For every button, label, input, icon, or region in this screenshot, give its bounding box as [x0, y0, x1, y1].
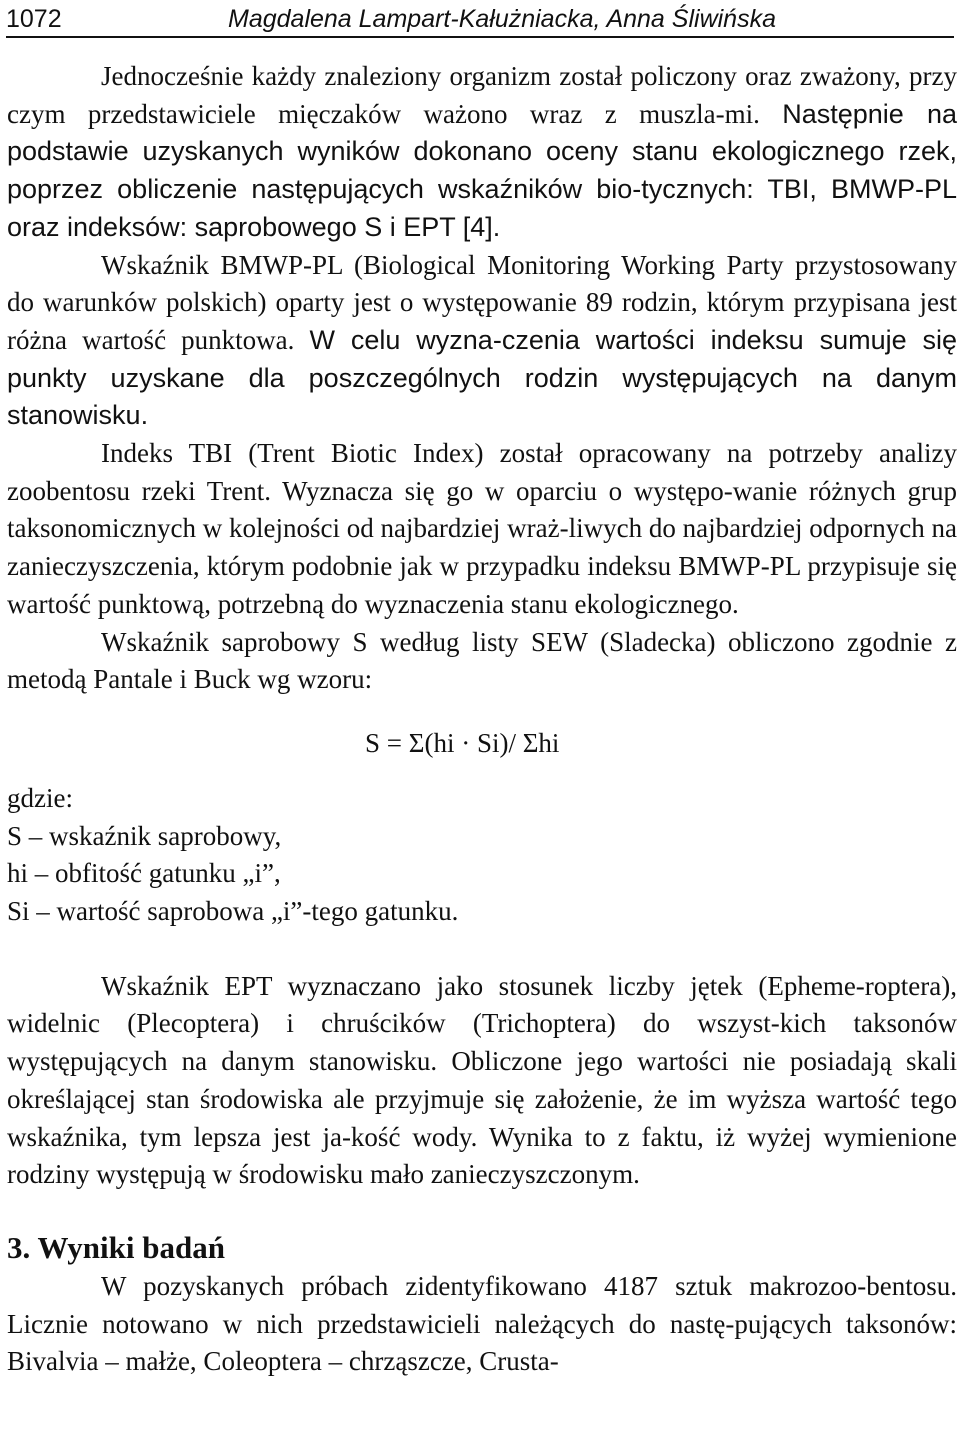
- section-heading: 3. Wyniki badań: [7, 1229, 225, 1265]
- paragraph-3: Indeks TBI (Trent Biotic Index) został opracowany na potrzeby analizy zoobentosu rzeki Trent. Wyznacza się go w oparciu o występo-wanie różnych grup taksonomicznych w kolejności od najbardziej wraż-liwych do najbardziej odpornych na zanieczyszczenia, którym podobnie jak w przypadku indeksu BMWP-PL przypisuje się wartość punktową, potrzebną do wyznaczenia stanu ekologicznego.: [7, 438, 957, 619]
- spacer: [7, 931, 957, 968]
- definition-item: Si – wartość saprobowa „i”-tego gatunku.: [7, 896, 459, 927]
- definitions-intro: gdzie:: [7, 782, 73, 813]
- paragraph-2-sans-part: W celu wyzna-czenia wartości indeksu sumuje się punkty uzyskane dla poszczególnych rodzin występujących na danym stanowisku.: [7, 324, 957, 431]
- paragraph-2: [7, 247, 957, 436]
- definition-item: hi – obfitość gatunku „i”,: [7, 858, 281, 889]
- paragraph-1-serif-part: Jednocześnie każdy znaleziony organizm został policzony oraz zważony, przy czym przedstawiciele mięczaków ważono wraz z muszla-mi.: [7, 61, 957, 129]
- paragraph-6: W pozyskanych próbach zidentyfikowano 4187 sztuk makrozoo-bentosu. Licznie notowano w nich przedstawicieli należących do nastę-pujących taksonów: Bivalvia – małże, Coleoptera – chrząszcze, Crusta-: [7, 1270, 957, 1377]
- paragraph-5: Wskaźnik EPT wyznaczano jako stosunek liczby jętek (Epheme-roptera), widelnic (Plecoptera) i chruścików (Trichoptera) do wszyst-kich taksonów występujących na danym stanowisku. Obliczone jego wartości nie posiadają skali określającej stan środowiska ale przyjmuje się założenie, że im wyższa wartość tego wskaźnika, tym lepsza jest ja-kość wody. Wynika to z faktu, iż wyżej wymienione rodziny występują w środowisku mało zanieczyszczonym.: [7, 970, 957, 1190]
- page-header: [6, 0, 954, 38]
- paragraph-4: Wskaźnik saprobowy S według listy SEW (Sladecka) obliczono zgodnie z metodą Pantale i Buck wg wzoru:: [7, 626, 957, 695]
- body-text: [7, 58, 957, 1381]
- paragraph-1: [7, 58, 957, 247]
- page-number: 1072: [6, 5, 62, 33]
- formula-definitions: [7, 780, 957, 931]
- saprobic-formula: S = Σ(hi · Si)/ Σhi: [365, 727, 560, 758]
- definition-item: S – wskaźnik saprobowy,: [7, 820, 282, 851]
- paragraph-2-serif-part: Wskaźnik BMWP-PL (Biological Monitoring Working Party przystosowany do warunków polskich) oparty jest o występowanie 89 rodzin, którym przypisana jest różna wartość punktowa.: [7, 249, 957, 355]
- running-title-authors: Magdalena Lampart-Kałużniacka, Anna Śliwińska: [228, 5, 776, 33]
- paragraph-1-sans-part: Następnie na podstawie uzyskanych wyników dokonano oceny stanu ekologicznego rzek, poprzez obliczenie następujących wskaźników bio-tycznych: TBI, BMWP-PL oraz indeksów: saprobowego S i EPT [4].: [7, 98, 957, 242]
